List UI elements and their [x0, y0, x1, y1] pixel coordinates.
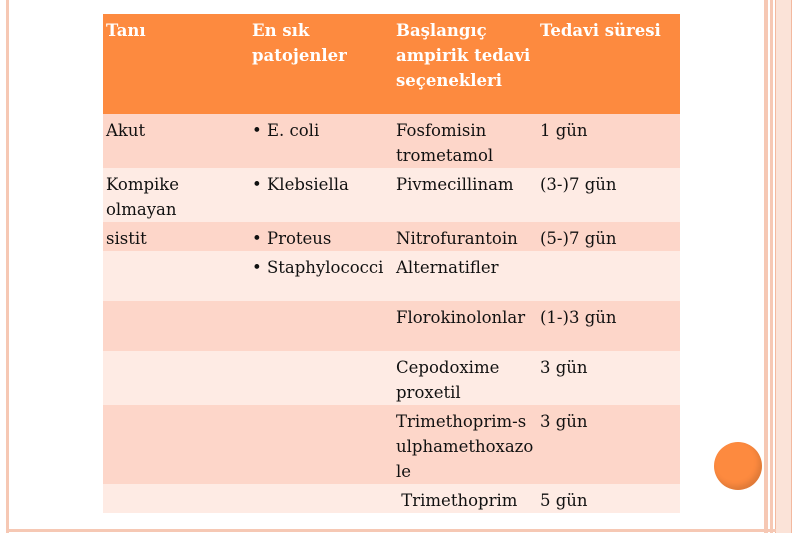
cell-pathogen — [249, 405, 393, 484]
cell-pathogen — [249, 301, 393, 351]
cell-diagnosis: Kompike olmayan — [103, 168, 249, 222]
table-header-row — [103, 14, 680, 114]
right-frame-line — [764, 0, 768, 533]
cell-pathogen: • Klebsiella — [249, 168, 393, 222]
header-diagnosis: Tanı — [103, 14, 249, 114]
cell-diagnosis — [103, 251, 249, 301]
treatment-table — [103, 14, 680, 513]
cell-treatment: Trimethoprim-sulphamethoxazole — [393, 405, 537, 484]
header-pathogens: En sık patojenler — [249, 14, 393, 114]
header-duration: Tedavi süresi — [537, 14, 680, 114]
bottom-frame-line — [6, 529, 776, 532]
cell-duration: (5-)7 gün — [537, 222, 680, 251]
cell-pathogen: • E. coli — [249, 114, 393, 168]
cell-diagnosis — [103, 301, 249, 351]
cell-treatment: Alternatifler — [393, 251, 537, 301]
cell-diagnosis: Akut — [103, 114, 249, 168]
right-frame-line-2 — [770, 0, 773, 533]
cell-duration: (3-)7 gün — [537, 168, 680, 222]
cell-pathogen — [249, 484, 393, 513]
cell-duration — [537, 251, 680, 301]
right-frame-band — [775, 0, 792, 533]
table-row — [103, 114, 680, 168]
table-row — [103, 251, 680, 301]
table-row — [103, 168, 680, 222]
cell-duration: 5 gün — [537, 484, 680, 513]
table-row — [103, 405, 680, 484]
cell-diagnosis — [103, 484, 249, 513]
cell-duration: 1 gün — [537, 114, 680, 168]
header-empiric-treatment: Başlangıç ampirik tedavi seçenekleri — [393, 14, 537, 114]
cell-diagnosis: sistit — [103, 222, 249, 251]
left-frame-line — [6, 0, 9, 533]
cell-treatment: Nitrofurantoin — [393, 222, 537, 251]
cell-diagnosis — [103, 405, 249, 484]
table-row — [103, 301, 680, 351]
table-row — [103, 351, 680, 405]
cell-duration: 3 gün — [537, 405, 680, 484]
cell-duration: (1-)3 gün — [537, 301, 680, 351]
table-row — [103, 222, 680, 251]
cell-treatment: Florokinolonlar — [393, 301, 537, 351]
decorative-orange-circle — [714, 442, 762, 490]
cell-treatment: Pivmecillinam — [393, 168, 537, 222]
cell-treatment: Trimethoprim — [393, 484, 537, 513]
cell-treatment: Fosfomisin trometamol — [393, 114, 537, 168]
cell-duration: 3 gün — [537, 351, 680, 405]
cell-diagnosis — [103, 351, 249, 405]
cell-treatment: Cepodoxime proxetil — [393, 351, 537, 405]
table-row — [103, 484, 680, 513]
cell-pathogen: • Proteus — [249, 222, 393, 251]
cell-pathogen — [249, 351, 393, 405]
cell-pathogen: • Staphylococci — [249, 251, 393, 301]
